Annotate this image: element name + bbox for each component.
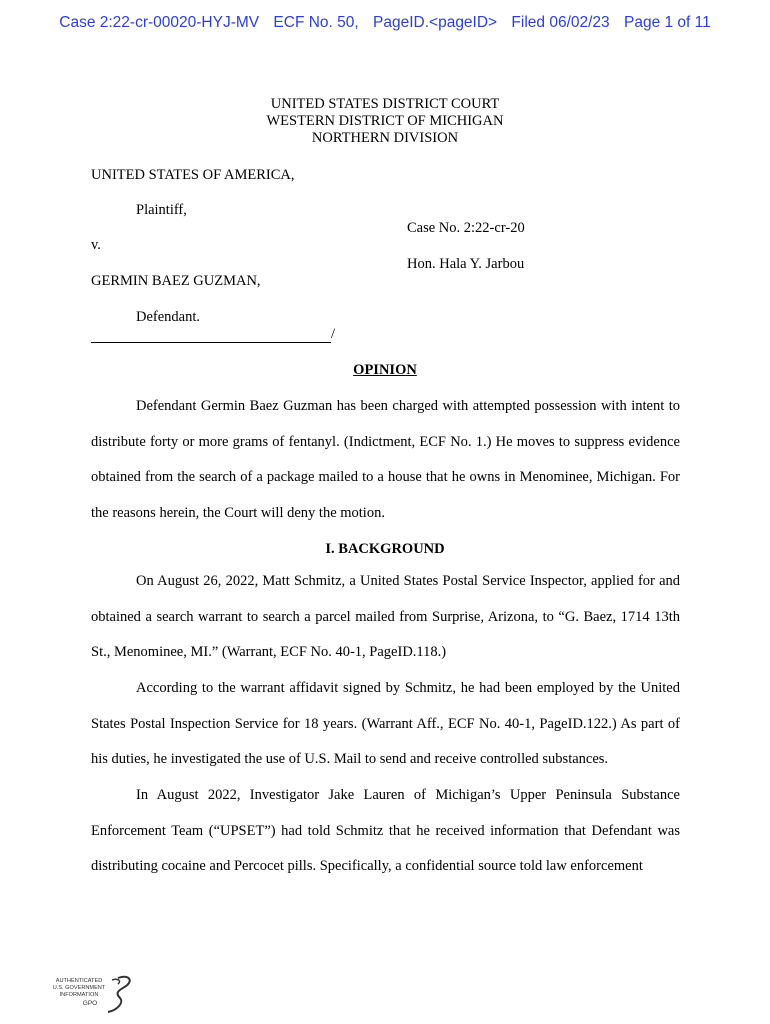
court-name-line3: NORTHERN DIVISION (311, 130, 459, 146)
defendant-role: Defendant. (136, 309, 201, 325)
background-paragraph-1 (91, 564, 680, 671)
header-case-number: Case 2:22-cr-00020-HYJ-MV (59, 14, 260, 31)
court-name-line1: UNITED STATES DISTRICT COURT (270, 96, 500, 112)
plaintiff-role: Plaintiff, (136, 202, 187, 218)
eagle-head-icon (112, 979, 120, 984)
background-paragraph-3 (91, 778, 680, 885)
opinion-title: OPINION (353, 362, 417, 378)
background-paragraph-3-text: In August 2022, Investigator Jake Lauren of Michigan’s Upper Peninsula Substance Enforcement Team (“UPSET”) had told Schmitz that he received information that Defendant was distributing cocaine and Percocet pills. Specifically, a confidential source told law enforcement (91, 787, 680, 874)
gpo-line3: INFORMATION (59, 992, 99, 998)
gpo-mark: GPO (82, 1000, 98, 1007)
background-paragraph-2 (91, 671, 680, 778)
case-number: Case No. 2:22-cr-20 (407, 220, 525, 236)
ecf-header (0, 14, 770, 32)
judge-name: Hon. Hala Y. Jarbou (407, 256, 525, 272)
section-heading-background: I. BACKGROUND (325, 541, 445, 557)
header-ecf-number: ECF No. 50, (273, 14, 359, 31)
intro-paragraph (91, 389, 680, 531)
header-filed-date: Filed 06/02/23 (511, 14, 610, 31)
defendant-name: GERMIN BAEZ GUZMAN, (91, 273, 261, 289)
header-page-count: Page 1 of 11 (623, 14, 711, 31)
gpo-line1: AUTHENTICATED (55, 978, 103, 984)
caption-slash: / (331, 326, 336, 342)
gpo-authentication-seal (44, 972, 134, 1016)
court-name-line2: WESTERN DISTRICT OF MICHIGAN (266, 113, 504, 129)
caption-underline (91, 342, 331, 343)
header-pageid: PageID.<pageID> (373, 14, 498, 31)
background-paragraph-2-text: According to the warrant affidavit signed by Schmitz, he had been employed by the United States Postal Inspection Service for 18 years. (Warrant Aff., ECF No. 40-1, PageID.122.) As part of his duties, he investigated the use of U.S. Mail to send and receive controlled substances. (91, 680, 680, 767)
plaintiff-name: UNITED STATES OF AMERICA, (91, 167, 295, 183)
background-paragraph-1-text: On August 26, 2022, Matt Schmitz, a United States Postal Service Inspector, applied for and obtained a search warrant to search a parcel mailed from Surprise, Arizona, to “G. Baez, 1714 13th St., Menominee, MI.” (Warrant, ECF No. 40-1, PageID.118.) (91, 573, 680, 660)
versus: v. (91, 237, 101, 253)
intro-text: Defendant Germin Baez Guzman has been charged with attempted possession with intent to distribute forty or more grams of fentanyl. (Indictment, ECF No. 1.) He moves to suppress evidence obtained from the search of a package mailed to a house that he owns in Menominee, Michigan. For the reasons herein, the Court will deny the motion. (91, 398, 680, 521)
gpo-line2: U.S. GOVERNMENT (52, 985, 106, 991)
